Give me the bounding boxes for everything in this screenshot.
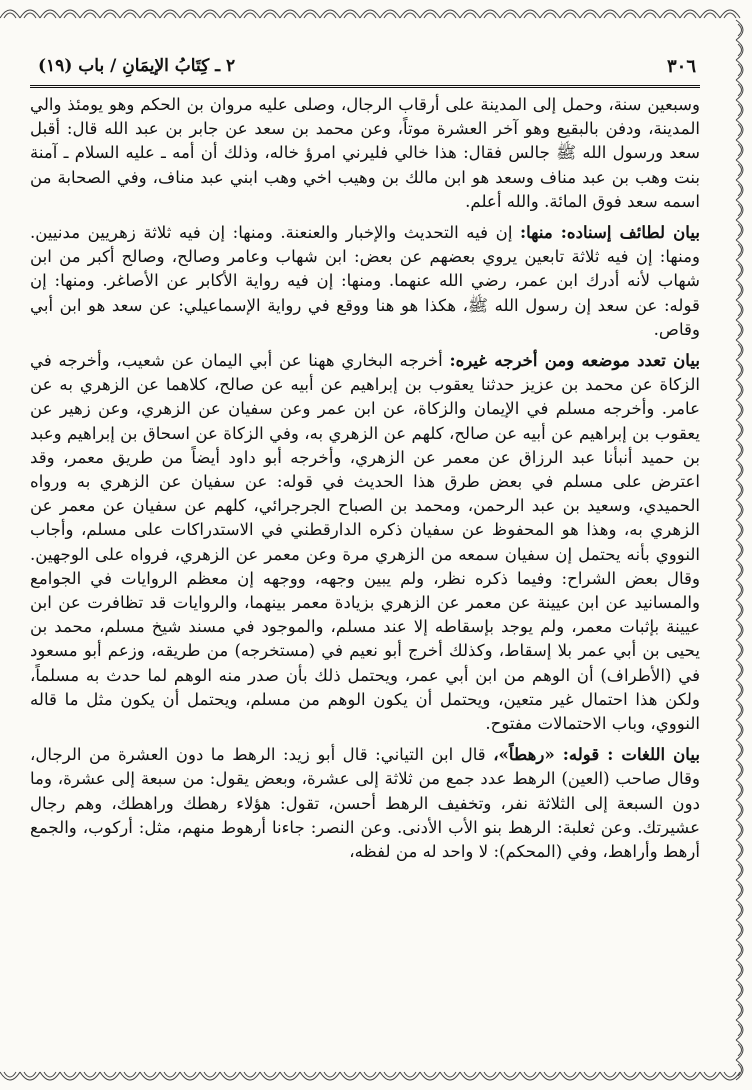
body-text [30,92,700,1072]
paragraph-lead: بيان لطائف إسناده: منها: [519,222,700,243]
page-header [38,52,696,80]
header-rule [30,85,700,88]
paragraph-text: وسبعين سنة، وحمل إلى المدينة على أرقاب الرجال، وصلى عليه مروان بن الحكم وهو يومئذ والي المدينة، ودفن بالبقيع وهو آخر العشرة موتاً، وعن محمد بن سعد عن جابر بن عبد الله قال: أقبل سعد ورسول الله ﷺ جالس فقال: هذا خالي فليرني امرؤ خاله، وذلك أن أمه ـ عليه السلام ـ آمنة بنت وهب بن عبد مناف وسعد هو ابن مالك بن وهيب اخي وهب ابني عبد مناف، وفي الصحابة من اسمه سعد فوق المائة. والله أعلم. [30,95,700,211]
paragraph [30,348,700,736]
border-top-scallops [0,10,740,18]
paragraph-text: أخرجه البخاري ههنا عن أبي اليمان عن شعيب، وأخرجه في الزكاة عن محمد بن عزيز حدثنا يعقوب بن إبراهيم عن أبيه عن صالح، كلاهما عن الزهري به عن عامر. وأخرجه مسلم في الإيمان والزكاة، عن ابن عمر وعن سفيان عن الزهري، وعن زهير عن يعقوب بن إبراهيم عن أبيه عن صالح، كلهم عن الزهري به، وفي الزكاة عن اسحاق بن إبراهيم وعبد بن حميد أنبأنا عبد الرزاق عن معمر عن الزهري، وأخرجه أبو داود أيضاً من طريق معمر، وقد اعترض على مسلم في بعض طرق هذا الحديث في قوله: عن سفيان عن الزهري به ورواه الحميدي، وسعيد بن عبد الرحمن، ومحمد بن الصباح الجرجرائي، كلهم عن سفيان عن معمر عن الزهري به، وهذا هو المحفوظ عن سفيان ذكره الدارقطني في الاستدراكات على مسلم، وأجاب النووي بأنه يحتمل إن سفيان سمعه من الزهري مرة وعن معمر عن الزهري، فرواه على الوجهين. وقال بعض الشراح: وفيما ذكره نظر، ولم يبين وجهه، ووجهه إن معظم الروايات في الجوامع والمسانيد عن ابن عيينة عن معمر عن الزهري بزيادة معمر بينهما، والروايات قد تظافرت عن ابن عيينة بإثبات معمر، ولم يوجد بإسقاطه إلا عند مسلم، والموجود في مسند شيخ مسلم، محمد بن يحيى بن أبي عمر بلا إسقاط، وكذلك أخرج أبو نعيم في (مستخرجه) من طريقه، وزعم أبو مسعود في (الأطراف) أن الوهم من ابن أبي عمر، ويحتمل ذلك بأن صدر منه الوهم لما حدث به مسلماً، ولكن هذا احتمال غير متعين، ويحتمل أن يكون الوهم من مسلم، ويحتمل أن يكون مثل ما قاله النووي، وباب الاحتمالات مفتوح. [30,351,700,734]
paragraph [30,742,700,864]
paragraph-text: إن فيه التحديث والإخبار والعنعنة. ومنها: إن فيه ثلاثة زهريين مدنيين. ومنها: إن فيه ثلاثة تابعين يروي بعضهم عن بعض: ابن شهاب وعامر وصالح، وصالح أكبر من ابن شهاب لأنه أدرك ابن عمر، رضي الله عنهما. ومنها: إن فيه رواية الأكابر عن الأصاغر. ومنها: إن قوله: عن سعد إن رسول الله ﷺ، هكذا هو هنا ووقع في رواية الإسماعيلي: عن سعد هو ابن أبي وقاص. [30,223,700,339]
paragraph [30,220,700,342]
page-number: ٣٠٦ [666,55,696,77]
paragraph-text: قال ابن التياني: قال أبو زيد: الرهط ما دون العشرة من الرجال، وقال صاحب (العين) الرهط عدد جمع من ثلاثة إلى عشرة، وبعض يقول: من سبعة إلى عشرة، وما دون السبعة إلى الثلاثة نفر، وتخفيف الرهط أحسن، تقول: هؤلاء رهطك وراهطك، وهم رجال عشيرتك. وعن ثعلبة: الرهط بنو الأب الأدنى. وعن النصر: جاءنا أرهوط منهم، مثل: أركوب، والجمع أرهط وأراهط، وفي (المحكم): لا واحد له من لفظه، [30,745,700,862]
running-title: ٢ ـ كِتَابُ الإيمَانِ / باب (١٩) [38,56,236,76]
border-right-scallops [736,20,743,1080]
paragraph-lead: بيان تعدد موضعه ومن أخرجه غيره: [449,350,700,371]
paragraph [30,92,700,214]
paragraph-lead: بيان اللغات : قوله: «رهطاً»، [493,744,700,765]
border-bottom-scallops [0,1072,740,1080]
